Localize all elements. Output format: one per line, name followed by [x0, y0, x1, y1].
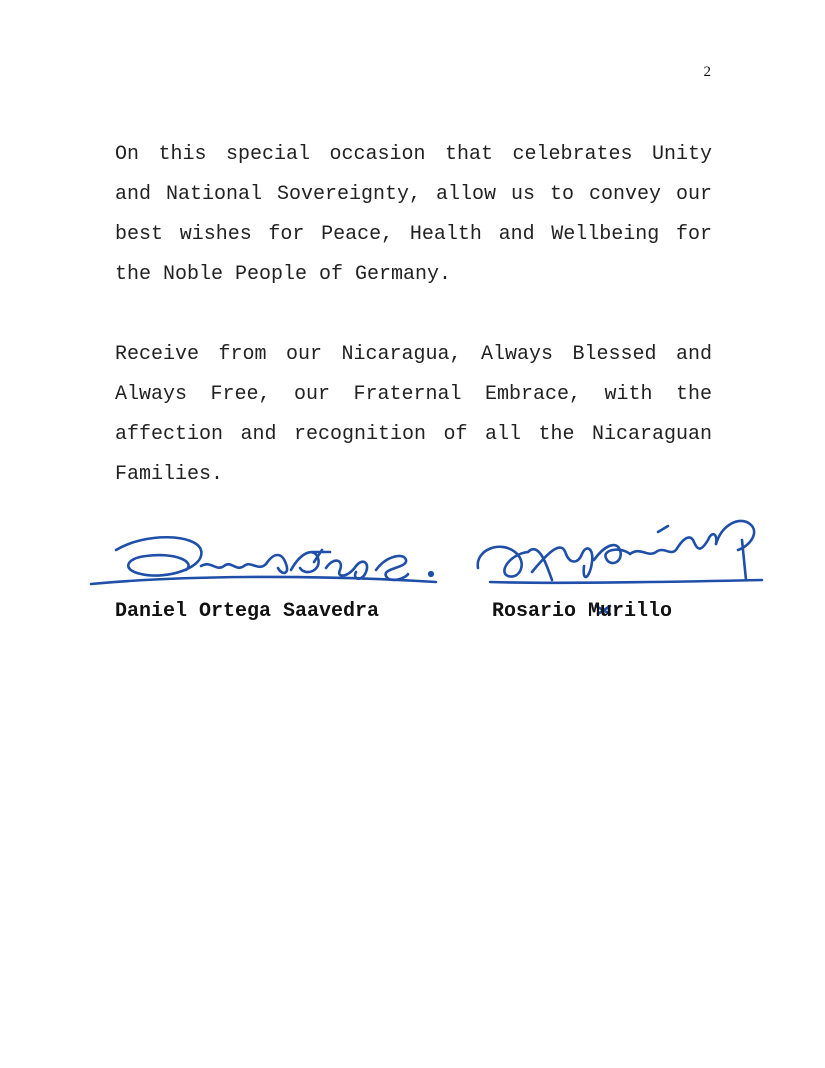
signatory-name-daniel-ortega: Daniel Ortega Saavedra [115, 600, 380, 623]
signature-daniel-ortega [86, 522, 446, 602]
paragraph-embrace: Receive from our Nicaragua, Always Blessed and Always Free, our Fraternal Embrace, with the affection and recognition of all the Nicaraguan Families. [115, 343, 712, 486]
signatory-name-rosario-murillo: Rosario Murillo [492, 600, 673, 623]
paragraph-greeting: On this special occasion that celebrates Unity and National Sovereignty, allow us to convey our best wishes for Peace, Health and Wellbeing for the Noble People of Germany. [115, 143, 712, 286]
page-number: 2 [703, 64, 711, 80]
